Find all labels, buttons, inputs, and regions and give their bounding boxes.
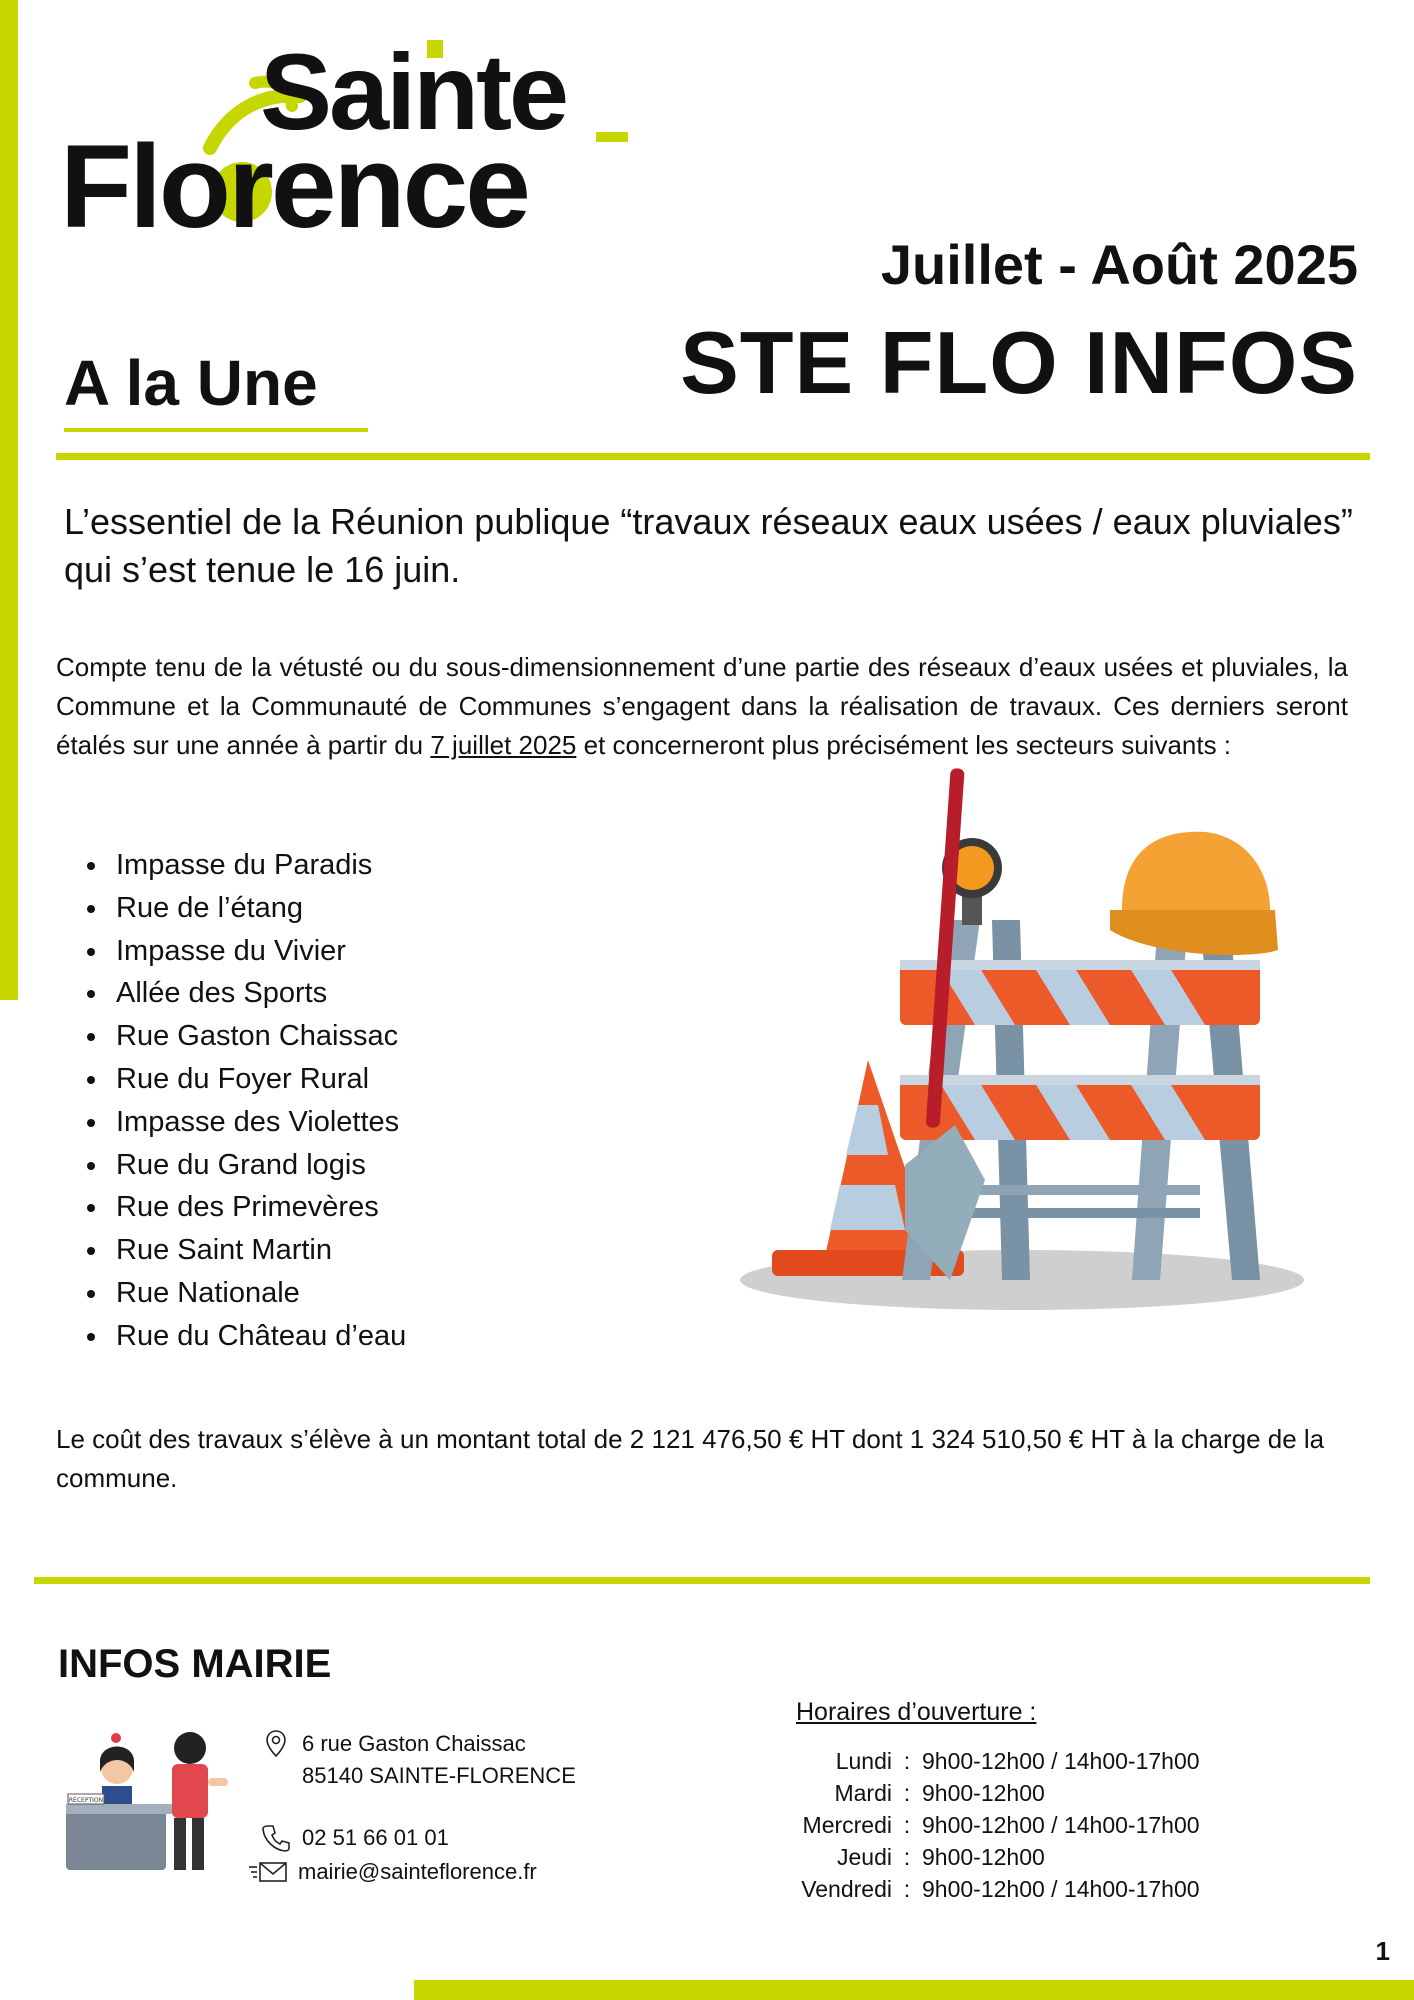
- left-accent-bar: [0, 0, 18, 1000]
- email-row: [248, 1856, 537, 1888]
- address-line2: 85140 SAINTE-FLORENCE: [302, 1763, 576, 1788]
- table-row: [780, 1777, 1200, 1809]
- hours-time: 9h00-12h00 / 14h00-17h00: [922, 1811, 1200, 1838]
- intro-text-before: Compte tenu de la vétusté ou du sous-dimensionnement d’une partie des réseaux d’eaux usées et pluviales, la Commune et la Communauté de Communes s’engagent dans la réalisation de travaux. Ces derniers seront étalés sur une année à partir du: [56, 652, 1348, 760]
- issue-date: Juillet - Août 2025: [880, 233, 1358, 296]
- hours-separator: :: [903, 1843, 911, 1870]
- logo-text-line1: Sainte: [260, 31, 567, 152]
- hours-separator: :: [903, 1875, 911, 1902]
- hours-day: Mardi: [834, 1779, 892, 1806]
- list-item: • Rue des Primevères: [110, 1186, 406, 1229]
- newsletter-title: STE FLO INFOS: [680, 313, 1358, 412]
- intro-start-date: 7 juillet 2025: [430, 730, 577, 760]
- phone-number[interactable]: 02 51 66 01 01: [302, 1825, 449, 1850]
- list-item: • Impasse des Violettes: [110, 1101, 406, 1144]
- phone-row: [260, 1822, 449, 1854]
- list-item: • Impasse du Paradis: [110, 844, 406, 887]
- list-item: • Rue du Foyer Rural: [110, 1058, 406, 1101]
- list-item: • Allée des Sports: [110, 972, 406, 1015]
- hours-day: Mercredi: [802, 1811, 892, 1838]
- infos-mairie-title: INFOS MAIRIE: [58, 1642, 332, 1686]
- section-title-underline: [64, 428, 368, 432]
- bottom-accent-bar: [414, 1980, 1414, 2000]
- hours-day: Lundi: [835, 1747, 892, 1774]
- reception-sign: RÉCEPTION: [68, 1797, 104, 1804]
- hours-time: 9h00-12h00 / 14h00-17h00: [922, 1747, 1200, 1774]
- list-item: • Rue Saint Martin: [110, 1229, 406, 1272]
- table-row: [780, 1809, 1200, 1841]
- list-item: • Impasse du Vivier: [110, 930, 406, 973]
- table-row: [780, 1873, 1200, 1905]
- opening-hours-title: Horaires d’ouverture :: [796, 1698, 1037, 1726]
- hours-time: 9h00-12h00: [922, 1779, 1045, 1806]
- cost-paragraph: Le coût des travaux s’élève à un montant total de 2 121 476,50 € HT dont 1 324 510,50 € HT à la charge de la commune.: [56, 1424, 1325, 1493]
- table-row: [780, 1745, 1200, 1777]
- table-row: [780, 1841, 1200, 1873]
- intro-text-after: et concerneront plus précisément les secteurs suivants :: [583, 730, 1232, 760]
- bottom-divider: [34, 1577, 1370, 1584]
- email-address[interactable]: mairie@sainteflorence.fr: [298, 1859, 537, 1884]
- hours-separator: :: [903, 1747, 911, 1774]
- top-divider: [56, 453, 1370, 460]
- logo-text-line2: Florence: [60, 121, 528, 253]
- roadwork-barrier-icon: [730, 760, 1320, 1320]
- list-item: • Rue du Grand logis: [110, 1144, 406, 1187]
- address-block: [260, 1728, 576, 1792]
- article-headline: L’essentiel de la Réunion publique “travaux réseaux eaux usées / eaux pluviales” qui s’est tenue le 16 juin.: [64, 501, 1353, 590]
- page-number: 1: [1375, 1936, 1390, 1966]
- list-item: • Rue Gaston Chaissac: [110, 1015, 406, 1058]
- opening-hours-table: [780, 1745, 1200, 1905]
- list-item: • Rue de l’étang: [110, 887, 406, 930]
- hours-separator: :: [903, 1779, 911, 1806]
- list-item: • Rue du Château d’eau: [110, 1315, 406, 1358]
- article-intro: [56, 648, 1348, 765]
- address-line1: 6 rue Gaston Chaissac: [302, 1731, 526, 1756]
- location-pin-icon: [260, 1728, 292, 1760]
- hours-time: 9h00-12h00: [922, 1843, 1045, 1870]
- list-item: • Rue Nationale: [110, 1272, 406, 1315]
- hours-time: 9h00-12h00 / 14h00-17h00: [922, 1875, 1200, 1902]
- street-list: [60, 844, 406, 1358]
- section-title: A la Une: [64, 347, 318, 419]
- email-icon: [248, 1856, 288, 1888]
- reception-desk-icon: [62, 1720, 242, 1880]
- sainte-florence-logo: [60, 31, 660, 258]
- hours-separator: :: [903, 1811, 911, 1838]
- phone-icon: [260, 1822, 292, 1854]
- hours-day: Vendredi: [801, 1875, 892, 1902]
- hours-day: Jeudi: [837, 1843, 892, 1870]
